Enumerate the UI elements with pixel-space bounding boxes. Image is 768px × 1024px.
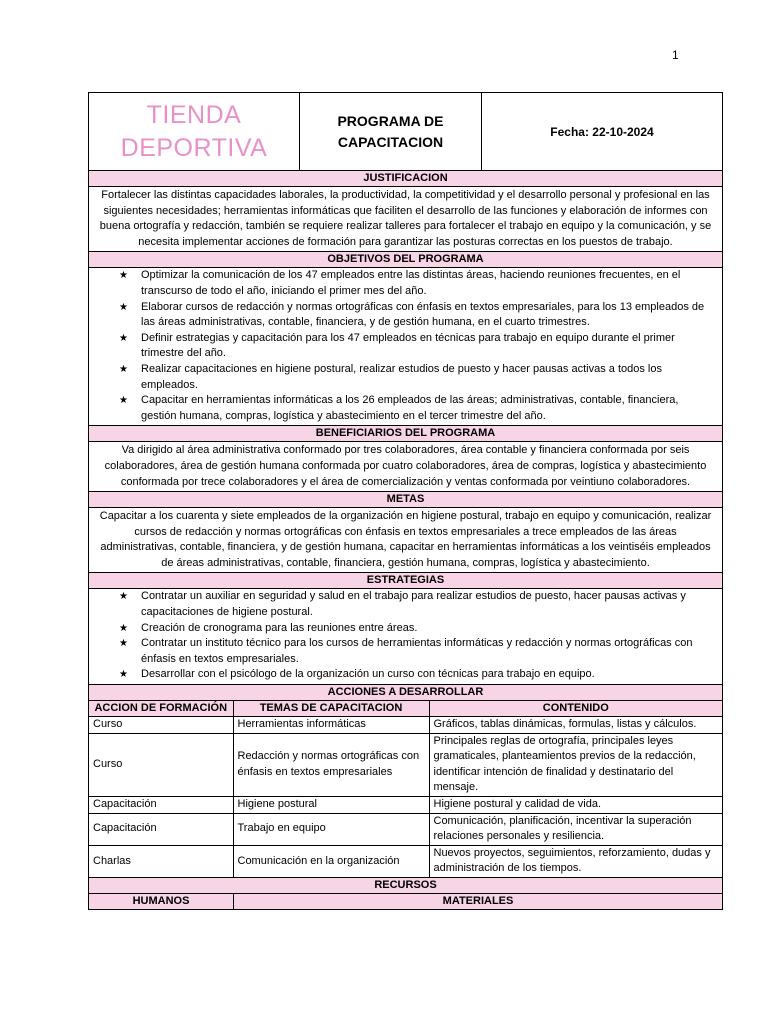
beneficiarios-heading: BENEFICIARIOS DEL PROGRAMA [89,426,722,442]
company-name-line2: DEPORTIVA [120,133,268,162]
list-item-text: Desarrollar con el psicólogo de la organización un curso con técnicas para trabajo en equipo. [141,668,595,681]
list-item-text: Optimizar la comunicación de los 47 empleados entre las distintas áreas, haciendo reuniones frecuentes, en el transcurso de todo el año, iniciando el primer mes del año. [141,269,681,297]
star-bullet-icon: ★ [119,622,128,634]
table-cell: Capacitación [89,797,233,814]
acciones-heading: ACCIONES A DESARROLLAR [89,685,722,701]
list-item-text: Creación de cronograma para las reuniones entre áreas. [141,621,418,634]
document-title-line1: PROGRAMA DE [337,112,444,129]
table-cell: Nuevos proyectos, seguimientos, reforzamiento, dudas y administración de los tiempos. [429,845,722,877]
list-item [95,667,716,683]
list-item [95,589,716,620]
table-cell: Higiene postural y calidad de vida. [429,797,722,814]
recursos-columns [89,894,722,910]
star-bullet-icon: ★ [119,395,128,407]
acciones-table [89,701,722,878]
list-item [95,362,716,393]
document-header [89,93,722,171]
list-item [95,393,716,424]
document-title-line2: CAPACITACION [337,133,444,150]
list-item [95,331,716,362]
table-row [89,813,722,845]
table-cell: Comunicación en la organización [233,845,429,877]
list-item-text: Elaborar cursos de redacción y normas ortográficas con énfasis en textos empresariales, para los 13 empleados de las áreas administrativas, contable, financiera, y de gestión humana, en el cuarto trimestres. [141,300,705,329]
table-cell: Curso [89,717,233,734]
estrategias-heading: ESTRATEGIAS [89,573,722,589]
humanos-header: HUMANOS [89,894,234,909]
justificacion-heading: JUSTIFICACION [89,171,722,187]
company-name-line1: TIENDA [146,100,242,129]
column-header: ACCION DE FORMACIÓN [89,701,233,717]
estrategias-list [89,589,722,685]
table-cell: Capacitación [89,813,233,845]
table-row [89,845,722,877]
beneficiarios-text: Va dirigido al área administrativa conformado por tres colaboradores, área contable y financiera conformada por seis colaboradores, área de gestión humana conformada por cuatro colaboradores, área de compras, logística y abastecimiento conformada por trece colaboradores y el área de comercialización y ventas conformada por veintiuno colaboradores. [89,442,722,492]
metas-text: Capacitar a los cuarenta y siete empleados de la organización en higiene postural, trabajo en equipo y comunicación, realizar cursos de redacción y normas ortográficas con énfasis en textos empresariales a trece empleados de las áreas administrativas, contable, financiera, y de gestión humana, capacitar en herramientas informáticas a los veintiséis empleados de áreas administrativas, contable, financiera, gestión humana, compras, logística y abastecimiento. [89,508,722,573]
list-item-text: Definir estrategias y capacitación para los 47 empleados en técnicas para trabajo en equipo durante el primer trimestre del año. [141,331,675,360]
list-item [95,300,716,331]
table-cell: Trabajo en equipo [233,813,429,845]
page-number: 1 [672,48,679,62]
table-row [89,797,722,814]
star-bullet-icon: ★ [119,591,128,603]
column-header: CONTENIDO [429,701,722,717]
star-bullet-icon: ★ [119,363,128,375]
star-bullet-icon: ★ [119,301,128,313]
recursos-heading: RECURSOS [89,878,722,894]
list-item-text: Capacitar en herramientas informáticas a los 26 empleados de las áreas; administrativas, contable, financiera, gestión humana, compras, logística y abastecimiento en el tercer trimestre del año. [141,394,679,422]
list-item-text: Contratar un instituto técnico para los cursos de herramientas informáticas y redacción y normas ortográficas con énfasis en textos empresariales. [141,637,693,665]
objetivos-list [89,268,722,426]
table-cell: Higiene postural [233,797,429,814]
list-item [95,621,716,637]
list-item-text: Contratar un auxiliar en seguridad y salud en el trabajo para realizar estudios de puesto, hacer pausas activas y capacitaciones de higiene postural. [141,590,686,619]
column-header: TEMAS DE CAPACITACION [233,701,429,717]
star-bullet-icon: ★ [119,638,128,650]
list-item [95,636,716,667]
training-program-document [88,92,723,910]
table-cell: Principales reglas de ortografía, principales leyes gramaticales, planteamientos previos de la redacción, identificar intención de finalidad y destinatario del mensaje. [429,733,722,796]
metas-heading: METAS [89,492,722,508]
table-row [89,733,722,796]
materiales-header: MATERIALES [442,894,514,907]
list-item [95,268,716,299]
table-cell: Charlas [89,845,233,877]
table-cell: Gráficos, tablas dinámicas, formulas, listas y cálculos. [429,717,722,734]
table-cell: Redacción y normas ortográficas con énfasis en textos empresariales [233,733,429,796]
justificacion-text: Fortalecer las distintas capacidades laborales, la productividad, la competitividad y el desarrollo personal y profesional en las siguientes necesidades; herramientas informáticas que faciliten el desarrollo de las funciones y elaboración de informes con buena ortografía y redacción, también se requiere realizar talleres para fortalecer el trabajo en equipo y la comunicación, y se necesita implementar acciones de formación para garantizar las posturas correctas en los puestos de trabajo. [89,187,722,252]
list-item-text: Realizar capacitaciones en higiene postural, realizar estudios de puesto y hacer pausas activas a todos los empleados. [141,362,662,391]
table-row [89,717,722,734]
objetivos-heading: OBJETIVOS DEL PROGRAMA [89,252,722,268]
star-bullet-icon: ★ [119,332,128,344]
table-cell: Comunicación, planificación, incentivar la superación relaciones personales y resiliencia. [429,813,722,845]
document-title [300,93,482,170]
table-cell: Herramientas informáticas [233,717,429,734]
star-bullet-icon: ★ [119,270,128,282]
table-cell: Curso [89,733,233,796]
company-name [89,93,300,170]
document-date: Fecha: 22-10-2024 [550,124,654,139]
star-bullet-icon: ★ [119,669,128,681]
table-header-row [89,701,722,717]
